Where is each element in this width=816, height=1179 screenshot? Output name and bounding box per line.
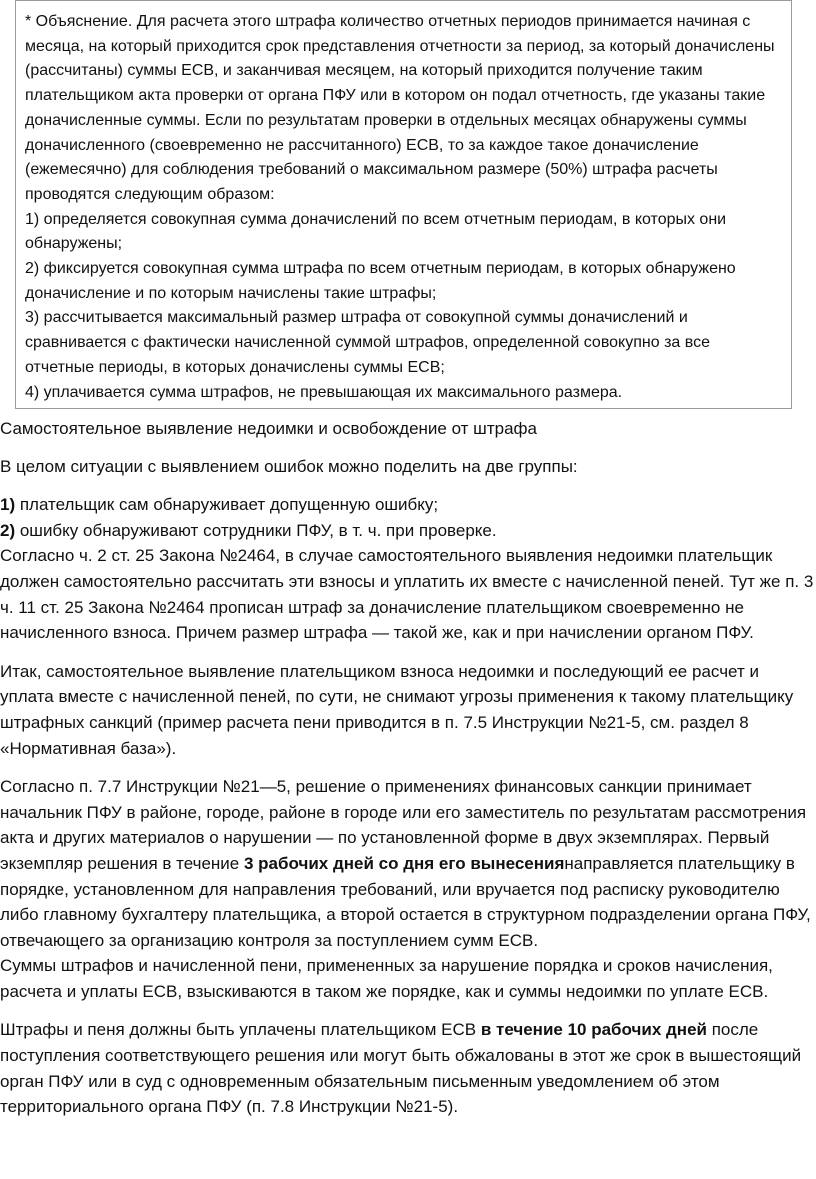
- intro-paragraph: В целом ситуации с выявлением ошибок можно поделить на две группы:: [0, 456, 578, 476]
- group-item: [0, 518, 816, 544]
- paragraph: Согласно ч. 2 ст. 25 Закона №2464, в случае самостоятельного выявления недоимки плательщик должен самостоятельно рассчитать эти взносы и уплатить их вместе с начисленной пеней. Тут же п. 3 ч. 11 ст. 25 Закона №2464 прописан штраф за доначисление плательщиком своевременно не начисленного взноса. Причем размер штрафа — такой же, как и при начислении органом ПФУ.: [0, 546, 814, 643]
- paragraph: Согласно п. 7.7 Инструкции №21—5, решение о применениях финансовых санкции принимает начальник ПФУ в районе, городе, районе в городе или его заместитель по результатам рассмотрения акта и других материалов о нарушении — по установленной форме в двух экземплярах. Первый экземпляр решения в течение 3 рабочих дней со дня его вынесениянаправляется плательщику в порядке, установленном для направления требований, или вручается под расписку руководителю либо главному бухгалтеру плательщика, а второй остается в структурном подразделении органа ПФУ, отвечающего за организацию контроля за поступлением сумм ЕСВ.: [0, 777, 811, 950]
- group-text: плательщик сам обнаруживает допущенную ошибку;: [15, 495, 439, 515]
- explanation-item: 2) фиксируется совокупная сумма штрафа по всем отчетным периодам, в которых обнаружено доначисление и по которым начислены такие штрафы;: [25, 260, 736, 302]
- bold-deadline: в течение 10 рабочих дней: [480, 1020, 707, 1040]
- explanation-text: * Объяснение. Для расчета этого штрафа количество отчетных периодов принимается начиная с месяца, на который приходится срок представления отчетности за период, за который доначислены (рассчитаны) суммы ЕСВ, и заканчивая месяцем, на который приходится получение таким плательщиком акта проверки от органа ПФУ или в котором он подал отчетность, где указаны такие доначисленные суммы. Если по результатам проверки в отдельных месяцах обнаружены суммы доначисленного (своевременно не рассчитанного) ЕСВ, то за каждое такое доначисление (ежемесячно) для соблюдения требований о максимальном размере (50%) штрафа расчеты проводятся следующим образом:: [25, 13, 775, 203]
- paragraph: Суммы штрафов и начисленной пени, примененных за нарушение порядка и сроков начисления, расчета и уплаты ЕСВ, взыскиваются в таком же порядке, как и суммы недоимки по уплате ЕСВ.: [0, 956, 773, 1001]
- explanation-box: [15, 0, 792, 409]
- explanation-item: 3) рассчитывается максимальный размер штрафа от совокупной суммы доначислений и сравнивается с фактически начисленной суммой штрафов, определенной совокупно за все отчетные периоды, в которых доначислены суммы ЕСВ;: [25, 309, 710, 376]
- group-number: 2): [0, 520, 16, 540]
- paragraph: Штрафы и пеня должны быть уплачены плательщиком ЕСВ в течение 10 рабочих дней после поступления соответствующего решения или могут быть обжалованы в этот же срок в вышестоящий орган ПФУ или в суд с одновременным обязательным письменным уведомлением об этом территориального органа ПФУ (п. 7.8 Инструкции №21-5).: [0, 1020, 802, 1117]
- group-item: [0, 492, 816, 518]
- section-heading: Самостоятельное выявление недоимки и освобождение от штрафа: [0, 419, 537, 438]
- group-number: 1): [0, 495, 16, 515]
- explanation-item: 1) определяется совокупная сумма доначислений по всем отчетным периодам, в которых они обнаружены;: [25, 210, 727, 253]
- explanation-item: 4) уплачивается сумма штрафов, не превышающая их максимального размера.: [25, 383, 623, 401]
- group-text: ошибку обнаруживают сотрудники ПФУ, в т. ч. при проверке.: [15, 520, 497, 540]
- paragraph: Итак, самостоятельное выявление плательщиком взноса недоимки и последующий ее расчет и уплата вместе с начисленной пеней, по сути, не снимают угрозы применения к такому плательщику штрафных санкций (пример расчета пени приводится в п. 7.5 Инструкции №21-5, см. раздел 8 «Нормативная база»).: [0, 661, 794, 758]
- bold-deadline: 3 рабочих дней со дня его вынесения: [244, 853, 565, 873]
- article-body: [0, 416, 816, 1120]
